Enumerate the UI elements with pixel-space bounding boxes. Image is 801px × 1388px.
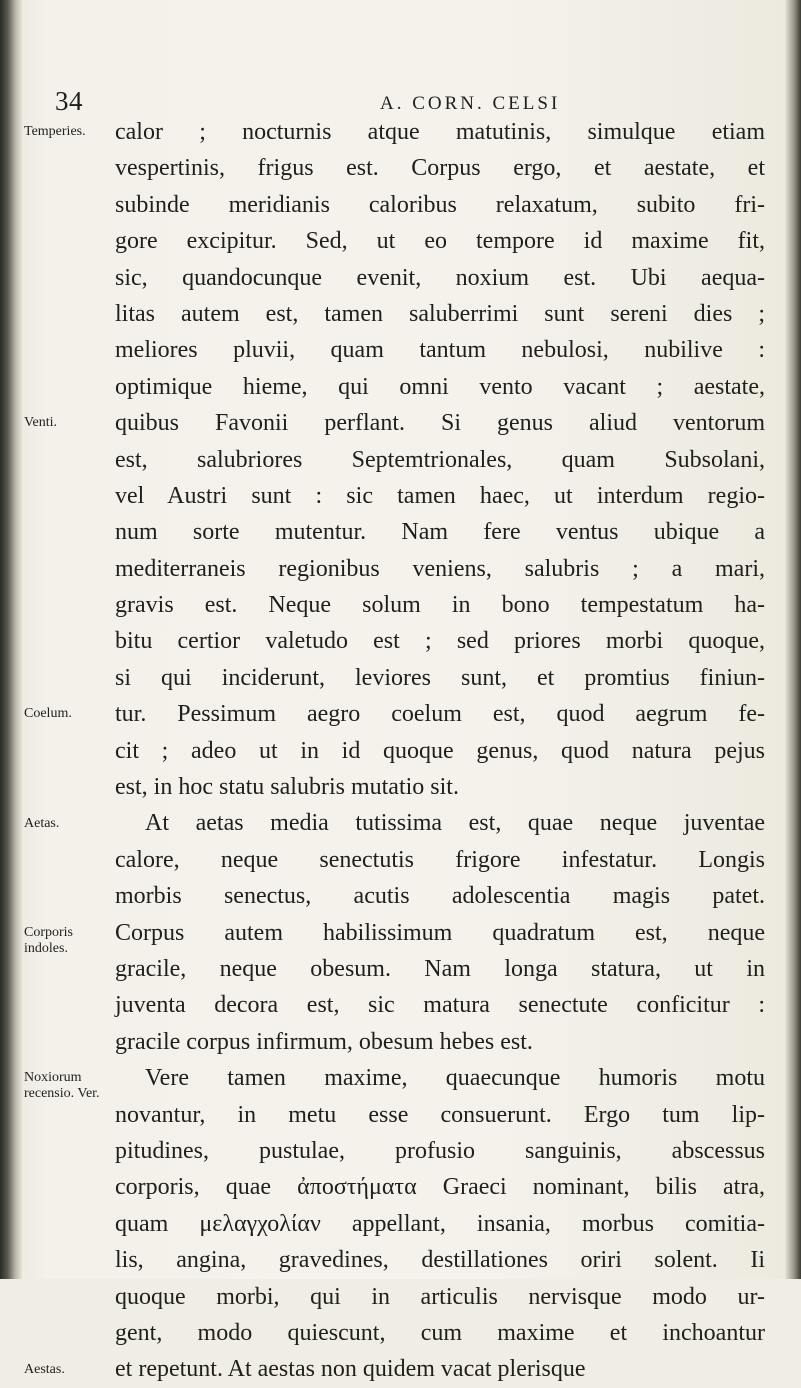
text-line: num sorte mutentur. Nam fere ventus ubique a [115,519,765,546]
text-line: Corpus autem habilissimum quadratum est, neque [115,919,765,946]
margin-note: Corporis indoles. [24,924,73,956]
text-line: morbis senectus, acutis adolescentia magis patet. [115,883,765,910]
text-line: corporis, quae ἀποστήματα Graeci nominant, bilis atra, [115,1174,765,1201]
text-line: optimique hieme, qui omni vento vacant ; aestate, [115,373,765,400]
text-line: est, salubriores Septemtrionales, quam Subsolani, [115,446,765,473]
text-line: bitu certior valetudo est ; sed priores morbi quoque, [115,628,765,655]
text-line: litas autem est, tamen saluberrimi sunt sereni dies ; [115,300,765,327]
page-number: 34 [55,86,83,116]
text-line: vespertinis, frigus est. Corpus ergo, et aestate, et [115,155,765,182]
page-header [0,86,801,116]
text-line: mediterraneis regionibus veniens, salubris ; a mari, [115,555,765,582]
body-text [115,114,765,1388]
margin-note: Coelum. [24,706,72,722]
text-line: gracile, neque obesum. Nam longa statura, ut in [115,955,765,982]
running-head: A. CORN. CELSI [380,93,561,114]
text-line: meliores pluvii, quam tantum nebulosi, nubilive : [115,337,765,364]
text-line: juventa decora est, sic matura senectute conficitur : [115,992,765,1019]
text-line: Vere tamen maxime, quaecunque humoris motu [145,1065,765,1092]
text-line: At aetas media tutissima est, quae neque juventae [145,810,765,837]
text-line: novantur, in metu esse consuerunt. Ergo tum lip- [115,1101,765,1128]
text-line: sic, quandocunque evenit, noxium est. Ubi aequa- [115,264,765,291]
text-line: gent, modo quiescunt, cum maxime et inchoantur [115,1319,765,1346]
text-line: quoque morbi, qui in articulis nervisque modo ur- [115,1283,765,1310]
text-line: calore, neque senectutis frigore infestatur. Longis [115,846,765,873]
text-line: subinde meridianis caloribus relaxatum, subito fri- [115,191,765,218]
text-line: gravis est. Neque solum in bono tempestatum ha- [115,592,765,619]
text-line: si qui inciderunt, leviores sunt, et promtius finiun- [115,664,765,691]
margin-note: Venti. [24,415,58,431]
text-line: cit ; adeo ut in id quoque genus, quod natura pejus [115,737,765,764]
page-edge-shadow [785,0,801,1279]
text-line: vel Austri sunt : sic tamen haec, ut interdum regio- [115,482,765,509]
margin-note: Aestas. [24,1361,65,1377]
text-line: et repetunt. At aestas non quidem vacat plerisque [115,1356,586,1383]
text-line: quam μελαγχολίαν appellant, insania, morbus comitia- [115,1210,765,1237]
text-line: tur. Pessimum aegro coelum est, quod aegrum fe- [115,701,765,728]
text-line: gracile corpus infirmum, obesum hebes est. [115,1028,533,1055]
margin-note: Aetas. [24,815,60,831]
margin-note: Noxiorum recensio. Ver. [24,1070,100,1102]
text-line: calor ; nocturnis atque matutinis, simulque etiam [115,119,765,145]
text-line: gore excipitur. Sed, ut eo tempore id maxime fit, [115,228,765,255]
text-line: quibus Favonii perflant. Si genus aliud ventorum [115,410,765,437]
margin-note: Temperies. [24,124,86,139]
margin-notes [0,0,120,1377]
text-line: lis, angina, gravedines, destillationes oriri solent. Ii [115,1247,765,1274]
text-line: pitudines, pustulae, profusio sanguinis, abscessus [115,1137,765,1164]
text-line: est, in hoc statu salubris mutatio sit. [115,774,459,801]
